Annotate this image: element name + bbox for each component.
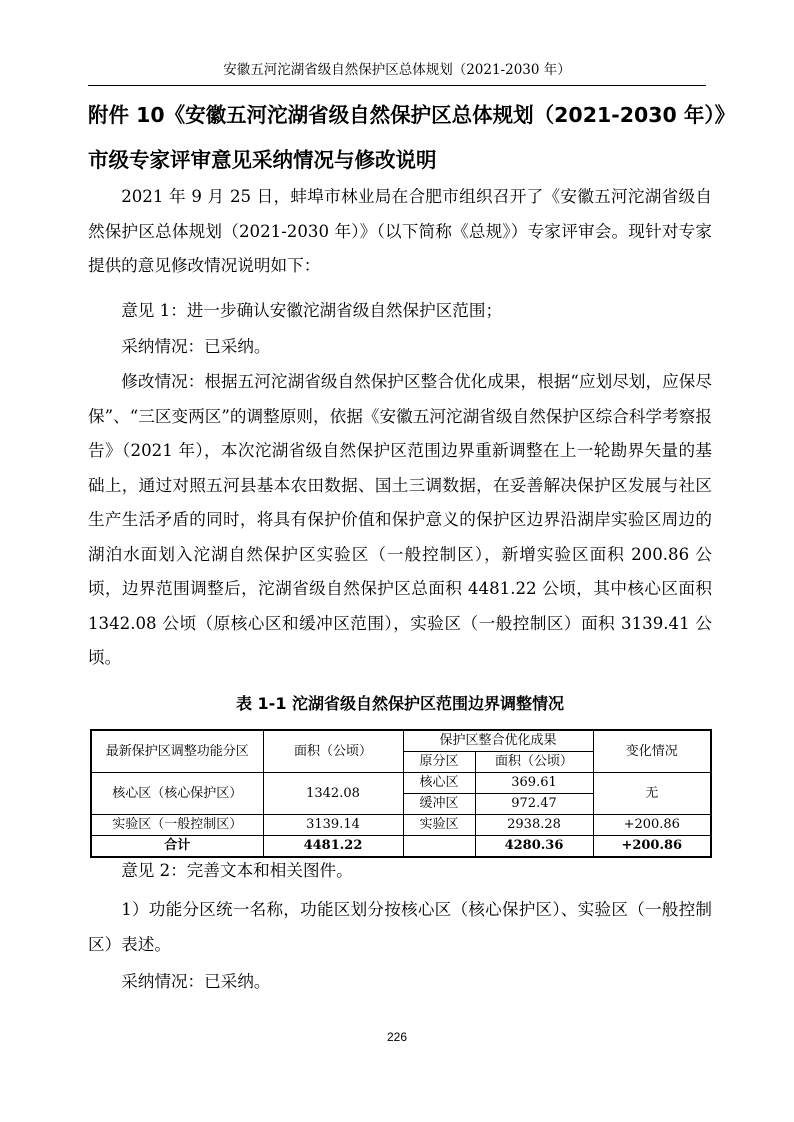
cell-exp-zone: 实验区（一般控制区）	[91, 815, 263, 836]
cell-core-change: 无	[593, 773, 711, 815]
cell-total-label: 合计	[91, 836, 263, 858]
cell-core-sub1-zone: 核心区	[403, 773, 475, 794]
col-header-orig-zone: 原分区	[403, 752, 475, 773]
cell-exp-area: 3139.14	[263, 815, 403, 836]
cell-exp-orig-area: 2938.28	[475, 815, 593, 836]
cell-core-sub2-area: 972.47	[475, 794, 593, 815]
table-caption: 表 1-1 沱湖省级自然保护区范围边界调整情况	[235, 694, 565, 713]
adoption-1: 采纳情况：已采纳。	[121, 337, 271, 356]
page-number: 226	[386, 1030, 408, 1044]
col-header-merged: 保护区整合优化成果	[403, 730, 593, 752]
running-header: 安徽五河沱湖省级自然保护区总体规划（2021-2030 年）	[223, 62, 571, 78]
opinion-2: 意见 2：完善文本和相关图件。	[121, 861, 353, 880]
header-rule	[88, 85, 706, 86]
col-header-change: 变化情况	[593, 730, 711, 773]
opinion-1: 意见 1：进一步确认安徽沱湖省级自然保护区范围；	[121, 301, 503, 320]
cell-total-orig-area: 4280.36	[475, 836, 593, 858]
cell-exp-orig-zone: 实验区	[403, 815, 475, 836]
item-1-paragraph	[88, 893, 712, 962]
col-header-orig-area: 面积（公顷）	[475, 752, 593, 773]
adoption-2: 采纳情况：已采纳。	[121, 972, 271, 991]
intro-text: 2021 年 9 月 25 日，蚌埠市林业局在合肥市组织召开了《安徽五河沱湖省级自然保护区总体规划（2021-2030 年）》（以下简称《总规》）专家评审会。现针对专家提供的意见修改情况说明如下：	[88, 187, 712, 275]
item-1-text: 1）功能分区统一名称，功能区划分按核心区（核心保护区）、实验区（一般控制区）表述。	[88, 900, 712, 954]
cell-core-sub2-zone: 缓冲区	[403, 794, 475, 815]
intro-paragraph	[88, 180, 712, 284]
table-header-row	[91, 730, 711, 752]
revision-paragraph	[88, 365, 712, 676]
cell-total-area: 4481.22	[263, 836, 403, 858]
cell-total-change: +200.86	[593, 836, 711, 858]
cell-core-zone: 核心区（核心保护区）	[91, 773, 263, 815]
heading-line-1: 附件 10《安徽五河沱湖省级自然保护区总体规划（2021-2030 年）》	[88, 103, 736, 127]
heading-line-2: 市级专家评审意见采纳情况与修改说明	[88, 148, 437, 172]
cell-exp-change: +200.86	[593, 815, 711, 836]
col-header-area: 面积（公顷）	[263, 730, 403, 773]
cell-core-area: 1342.08	[263, 773, 403, 815]
boundary-adjustment-table	[90, 729, 712, 858]
table-row	[91, 815, 711, 836]
cell-core-sub1-area: 369.61	[475, 773, 593, 794]
col-header-new-zone: 最新保护区调整功能分区	[91, 730, 263, 773]
table-row	[91, 773, 711, 794]
revision-text: 修改情况：根据五河沱湖省级自然保护区整合优化成果，根据“应划尽划，应保尽保”、“三区变两区”的调整原则，依据《安徽五河沱湖省级自然保护区综合科学考察报告》（2021 年），本次沱湖省级自然保护区范围边界重新调整在上一轮勘界矢量的基础上，通过对照五河县基本农田数据、国土三调数据，在妥善解决保护区发展与社区生产生活矛盾的同时，将具有保护价值和保护意义的保护区边界沿湖岸实验区周边的湖泊水面划入沱湖自然保护区实验区（一般控制区），新增实验区面积 200.86 公顷，边界范围调整后，沱湖省级自然保护区总面积 4481.22 公顷，其中核心区面积 1342.08 公顷（原核心区和缓冲区范围），实验区（一般控制区）面积 3139.41 公顷。	[88, 372, 712, 667]
